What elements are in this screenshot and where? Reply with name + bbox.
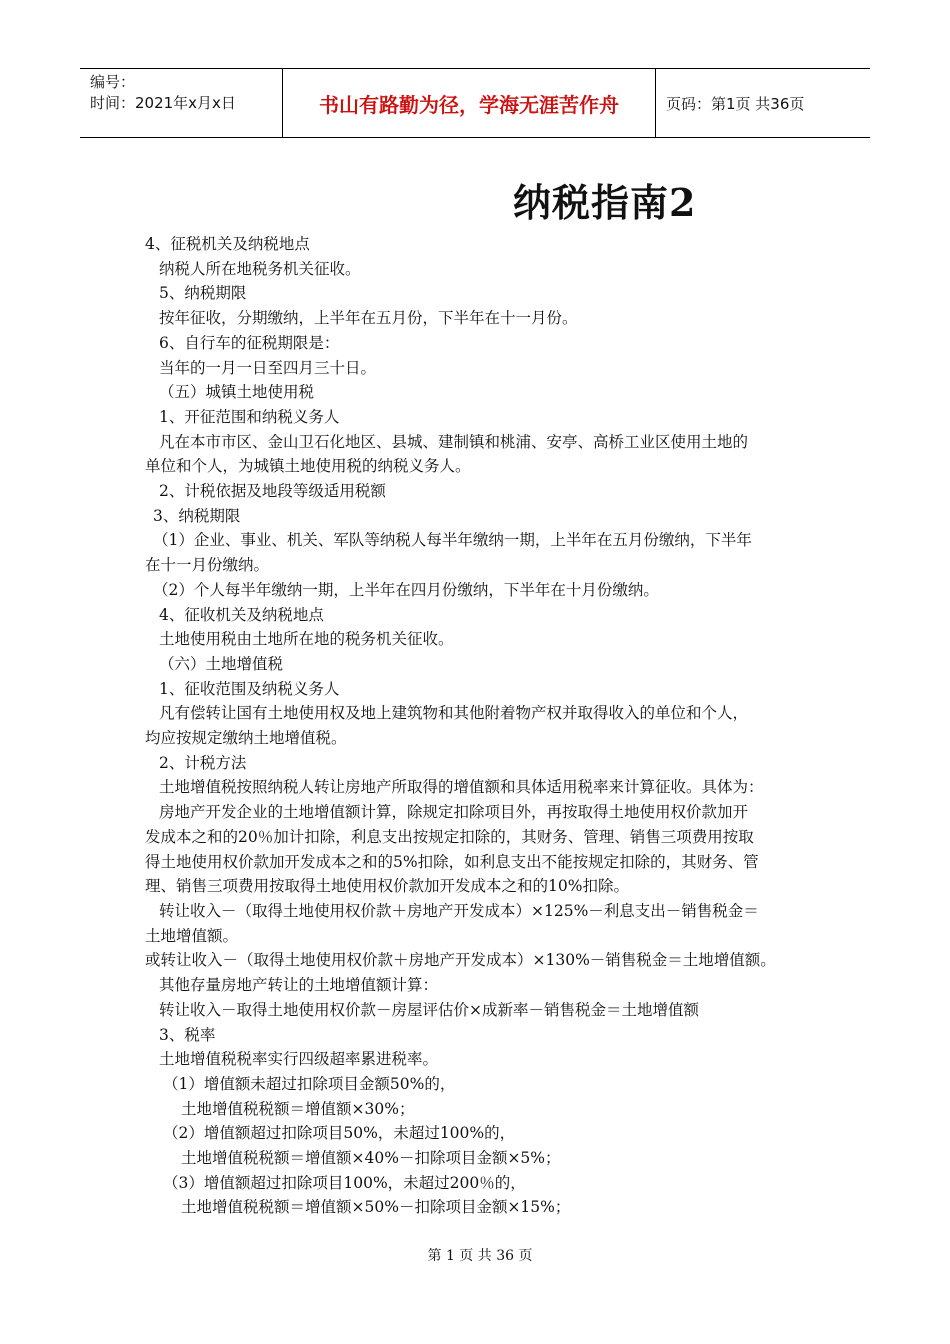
body-line: 4、征税机关及纳税地点 (145, 235, 310, 253)
body-line: （六）土地增值税 (159, 654, 284, 673)
body-line: 得土地使用权价款加开发成本之和的5%扣除，如利息支出不能按规定扣除的，其财务、管 (145, 852, 759, 871)
number-label: 编号： (90, 73, 136, 91)
body-line: 2、计税方法 (159, 753, 247, 772)
body-line: 转让收入－取得土地使用权价款－房屋评估价×成新率－销售税金＝土地增值额 (159, 1000, 699, 1019)
body-line: （1）增值额未超过扣除项目金额50%的， (163, 1074, 456, 1093)
body-line: 1、开征范围和纳税义务人 (159, 407, 340, 426)
body-line: 凡在本市市区、金山卫石化地区、县城、建制镇和桃浦、安亭、高桥工业区使用土地的 (159, 432, 749, 451)
header-motto: 书山有路勤为径，学海无涯苦作舟 (282, 69, 656, 137)
body-line: （2）增值额超过扣除项目50%，未超过100%的， (163, 1124, 516, 1143)
body-line: 按年征收，分期缴纳，上半年在五月份，下半年在十一月份。 (159, 309, 578, 328)
body-line: 土地增值税税额＝增值额×30%； (181, 1099, 415, 1118)
time-label: 时间：2021年x月x日 (90, 94, 236, 112)
body-line: 5、纳税期限 (159, 284, 247, 303)
body-line: 其他存量房地产转让的土地增值额计算： (159, 976, 439, 995)
body-line: 理、销售三项费用按取得土地使用权价款加开发成本之和的10%扣除。 (145, 877, 629, 896)
body-line: 6、自行车的征税期限是： (159, 333, 340, 352)
body-line: 单位和个人，为城镇土地使用税的纳税义务人。 (145, 457, 471, 476)
body-line: 3、税率 (159, 1025, 216, 1044)
document-title: 纳税指南2 (513, 180, 697, 225)
body-line: （五）城镇土地使用税 (159, 383, 315, 402)
body-line: 房地产开发企业的土地增值额计算，除规定扣除项目外，再按取得土地使用权价款加开 (159, 803, 749, 822)
body-line: （1）企业、事业、机关、军队等纳税人每半年缴纳一期，上半年在五月份缴纳，下半年 (153, 531, 752, 550)
body-line: （2）个人每半年缴纳一期，上半年在四月份缴纳，下半年在十月份缴纳。 (153, 580, 659, 599)
body-line: 1、征收范围及纳税义务人 (159, 679, 340, 698)
body-line: 凡有偿转让国有土地使用权及地上建筑物和其他附着物产权并取得收入的单位和个人， (159, 704, 749, 723)
body-line: 4、征收机关及纳税地点 (159, 605, 324, 624)
body-line: 发成本之和的20％加计扣除，利息支出按规定扣除的，其财务、管理、销售三项费用按取 (145, 827, 754, 846)
body-line: 均应按规定缴纳土地增值税。 (145, 729, 347, 748)
document-body (145, 232, 815, 1220)
body-line: 土地使用税由土地所在地的税务机关征收。 (159, 630, 454, 649)
body-line: 2、计税依据及地段等级适用税额 (159, 482, 386, 501)
body-line: 土地增值税税额＝增值额×50%－扣除项目金额×15%； (181, 1198, 571, 1217)
body-line: 在十一月份缴纳。 (145, 556, 270, 575)
body-line: 当年的一月一日至四月三十日。 (159, 358, 377, 377)
body-line: 纳税人所在地税务机关征收。 (159, 259, 361, 278)
page-footer: 第 1 页 共 36 页 (427, 1248, 533, 1264)
body-line: （3）增值额超过扣除项目100%，未超过200％的， (163, 1173, 526, 1192)
header-page-info: 页码：第1页 共36页 (666, 94, 805, 113)
body-line: 土地增值税按照纳税人转让房地产所取得的增值额和具体适用税率来计算征收。具体为： (159, 778, 764, 797)
body-line: 或转让收入－（取得土地使用权价款＋房地产开发成本）×130%－销售税金＝土地增值额。 (145, 951, 776, 970)
body-line: 土地增值额。 (145, 926, 239, 945)
header-meta (80, 69, 282, 137)
body-line: 土地增值税税率实行四级超率累进税率。 (159, 1050, 439, 1069)
page-header (80, 68, 870, 138)
body-line: 转让收入－（取得土地使用权价款＋房地产开发成本）×125%－利息支出－销售税金＝ (159, 901, 759, 920)
body-line: 3、纳税期限 (153, 506, 241, 525)
body-line: 土地增值税税额＝增值额×40%－扣除项目金额×5%； (181, 1149, 561, 1168)
